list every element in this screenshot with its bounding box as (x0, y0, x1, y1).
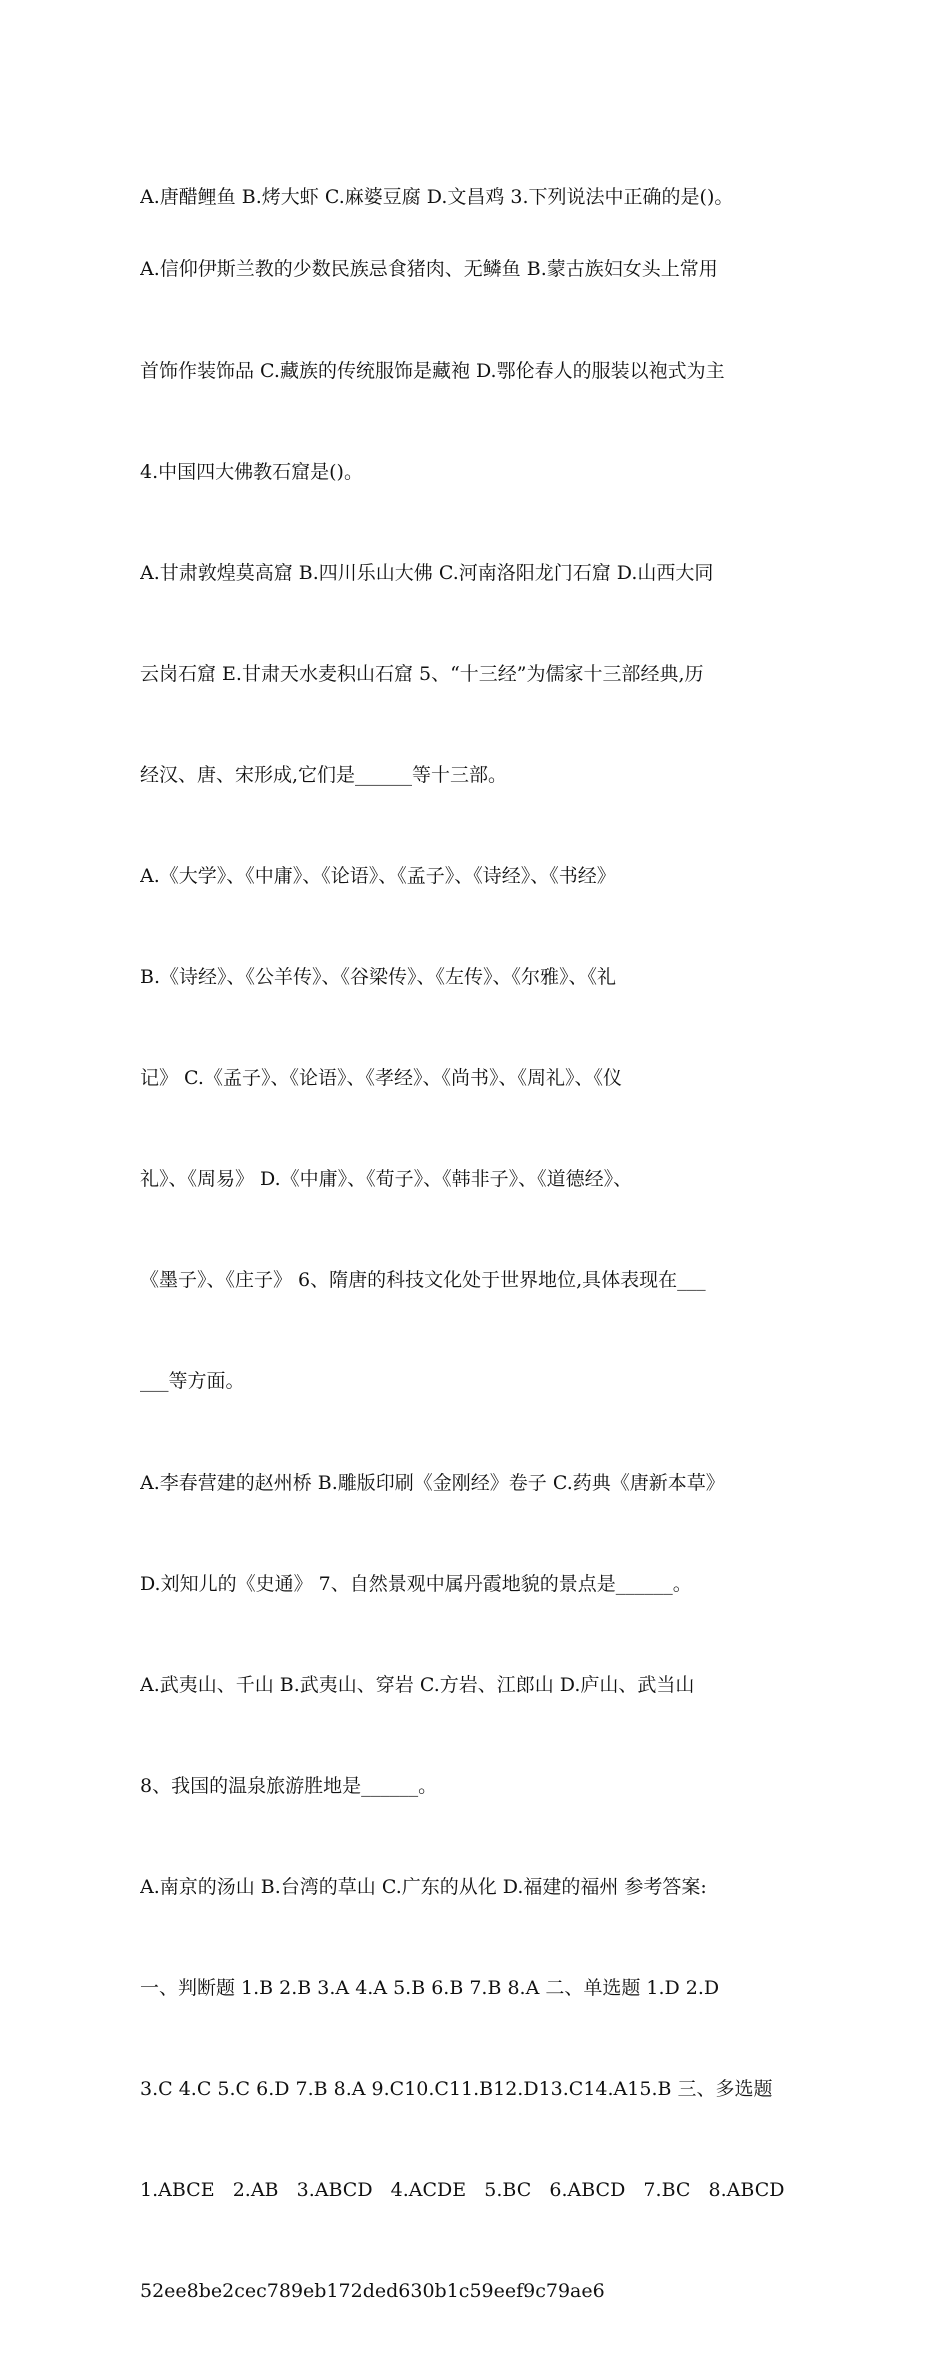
answer-key-line: 1.ABCE 2.AB 3.ABCD 4.ACDE 5.BC 6.ABCD 7.BC 8.ABCD (140, 2179, 785, 2202)
text-line: 4.中国四大佛教石窟是()。 (140, 460, 363, 483)
text-line: D.刘知儿的《史通》 7、自然景观中属丹霞地貌的景点是______。 (140, 1572, 692, 1595)
text-line: B.《诗经》、《公羊传》、《谷梁传》、《左传》、《尔雅》、《礼 (140, 966, 617, 989)
text-line: 8、我国的温泉旅游胜地是______。 (140, 1774, 438, 1797)
text-line: A.《大学》、《中庸》、《论语》、《孟子》、《诗经》、《书经》 (140, 864, 616, 887)
questions-and-answers-block (140, 186, 820, 2376)
text-line: A.南京的汤山 B.台湾的草山 C.广东的从化 D.福建的福州 参考答案: (140, 1875, 707, 1898)
text-line: 礼》、《周易》 D.《中庸》、《荀子》、《韩非子》、《道德经》、 (140, 1168, 633, 1191)
text-line: A.武夷山、千山 B.武夷山、穿岩 C.方岩、江郎山 D.庐山、武当山 (140, 1673, 695, 1696)
text-line: 首饰作装饰品 C.藏族的传统服饰是藏袍 D.鄂伦春人的服装以袍式为主 (140, 359, 725, 382)
answer-key-line: 一、判断题 1.B 2.B 3.A 4.A 5.B 6.B 7.B 8.A 二、单选题 1.D 2.D (140, 1977, 720, 1999)
text-line: 云岗石窟 E.甘肃天水麦积山石窟 5、“十三经”为儒家十三部经典,历 (140, 662, 704, 685)
text-line: A.信仰伊斯兰教的少数民族忌食猪肉、无鳞鱼 B.蒙古族妇女头上常用 (140, 258, 718, 281)
text-line: 《墨子》、《庄子》 6、隋唐的科技文化处于世界地位,具体表现在___ (140, 1269, 706, 1292)
text-line: ___等方面。 (140, 1370, 245, 1393)
text-line: 经汉、唐、宋形成,它们是______等十三部。 (140, 763, 508, 786)
text-line: A.唐醋鲤鱼 B.烤大虾 C.麻婆豆腐 D.文昌鸡 3.下列说法中正确的是()。 (140, 186, 734, 209)
text-line: A.李春营建的赵州桥 B.雕版印刷《金刚经》卷子 C.药典《唐新本草》 (140, 1471, 725, 1494)
text-line: A.甘肃敦煌莫高窟 B.四川乐山大佛 C.河南洛阳龙门石窟 D.山西大同 (140, 561, 714, 584)
answer-key-line: 3.C 4.C 5.C 6.D 7.B 8.A 9.C10.C11.B12.D13.C14.A15.B 三、多选题 (140, 2078, 773, 2101)
document-hash: 52ee8be2cec789eb172ded630b1c59eef9c79ae6 (140, 2280, 605, 2303)
text-line: 记》 C.《孟子》、《论语》、《孝经》、《尚书》、《周礼》、《仪 (140, 1067, 622, 1090)
